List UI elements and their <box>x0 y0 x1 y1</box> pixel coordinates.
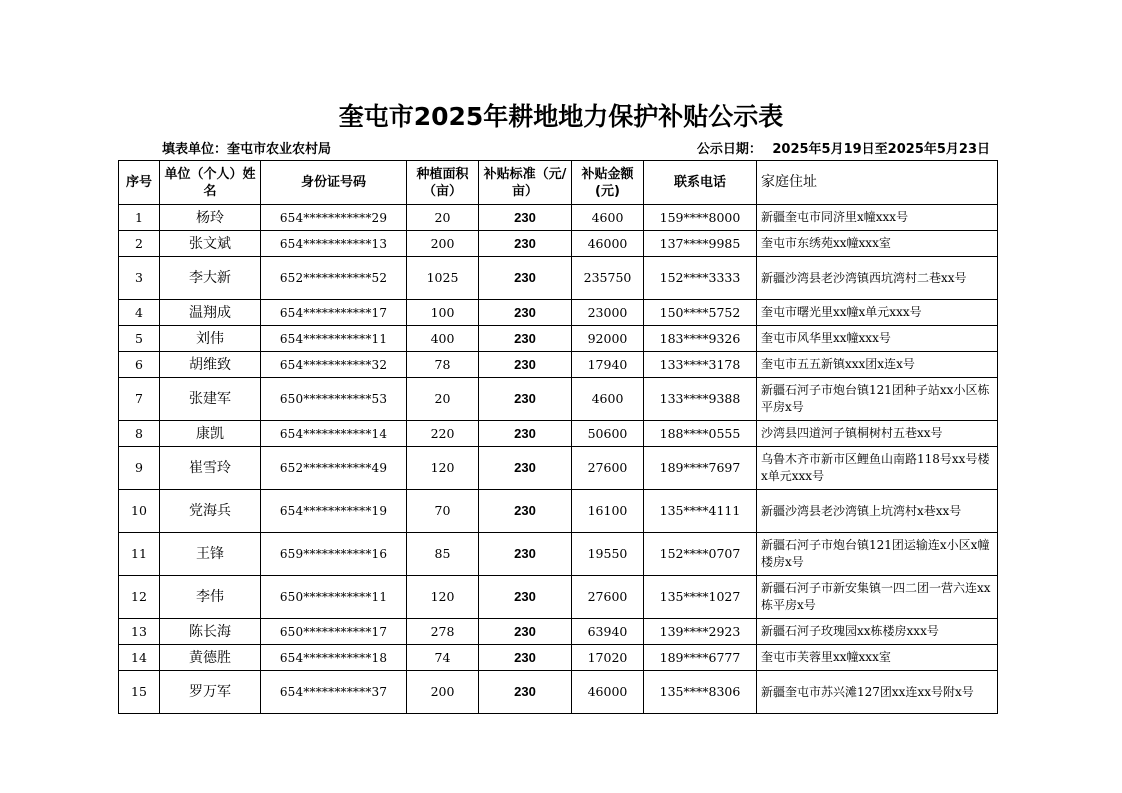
cell-standard: 230 <box>479 326 572 352</box>
table-row <box>119 300 998 326</box>
cell-id: 652***********49 <box>261 447 407 490</box>
cell-standard: 230 <box>479 205 572 231</box>
cell-id: 652***********52 <box>261 257 407 300</box>
cell-name: 罗万军 <box>160 671 261 714</box>
table-row <box>119 645 998 671</box>
cell-id: 654***********14 <box>261 421 407 447</box>
cell-phone: 189****7697 <box>644 447 757 490</box>
cell-phone: 159****8000 <box>644 205 757 231</box>
cell-standard: 230 <box>479 576 572 619</box>
cell-amount: 63940 <box>572 619 644 645</box>
table-row <box>119 421 998 447</box>
page-title: 奎屯市2025年耕地地力保护补贴公示表 <box>338 102 784 131</box>
cell-address: 奎屯市五五新镇xxx团x连x号 <box>757 352 998 378</box>
cell-standard: 230 <box>479 231 572 257</box>
cell-seq: 6 <box>119 352 160 378</box>
cell-standard: 230 <box>479 490 572 533</box>
cell-id: 650***********11 <box>261 576 407 619</box>
cell-standard: 230 <box>479 378 572 421</box>
cell-amount: 23000 <box>572 300 644 326</box>
cell-address: 沙湾县四道河子镇桐树村五巷xx号 <box>757 421 998 447</box>
cell-phone: 188****0555 <box>644 421 757 447</box>
cell-standard: 230 <box>479 257 572 300</box>
cell-seq: 11 <box>119 533 160 576</box>
header-standard: 补贴标准（元/亩） <box>479 161 572 205</box>
cell-standard: 230 <box>479 645 572 671</box>
cell-id: 654***********32 <box>261 352 407 378</box>
header-amount: 补贴金额(元) <box>572 161 644 205</box>
cell-address: 新疆奎屯市同济里x幢xxx号 <box>757 205 998 231</box>
table-row <box>119 533 998 576</box>
cell-amount: 92000 <box>572 326 644 352</box>
cell-area: 20 <box>407 378 479 421</box>
cell-address: 新疆石河子玫瑰园xx栋楼房xxx号 <box>757 619 998 645</box>
cell-area: 200 <box>407 231 479 257</box>
cell-amount: 235750 <box>572 257 644 300</box>
cell-standard: 230 <box>479 533 572 576</box>
publish-date <box>691 141 990 159</box>
cell-standard: 230 <box>479 300 572 326</box>
cell-area: 120 <box>407 447 479 490</box>
header-name: 单位（个人）姓名 <box>160 161 261 205</box>
cell-address: 奎屯市曙光里xx幢x单元xxx号 <box>757 300 998 326</box>
cell-amount: 4600 <box>572 205 644 231</box>
cell-id: 650***********53 <box>261 378 407 421</box>
header-id: 身份证号码 <box>261 161 407 205</box>
cell-seq: 12 <box>119 576 160 619</box>
cell-phone: 150****5752 <box>644 300 757 326</box>
cell-seq: 4 <box>119 300 160 326</box>
table-row <box>119 352 998 378</box>
cell-phone: 133****9388 <box>644 378 757 421</box>
cell-phone: 135****1027 <box>644 576 757 619</box>
cell-area: 400 <box>407 326 479 352</box>
table-row <box>119 490 998 533</box>
table-row <box>119 619 998 645</box>
cell-area: 200 <box>407 671 479 714</box>
cell-standard: 230 <box>479 421 572 447</box>
cell-amount: 19550 <box>572 533 644 576</box>
cell-standard: 230 <box>479 352 572 378</box>
filing-unit: 填表单位：奎屯市农业农村局 <box>162 142 332 157</box>
cell-area: 78 <box>407 352 479 378</box>
cell-amount: 46000 <box>572 671 644 714</box>
cell-name: 王锋 <box>160 533 261 576</box>
cell-seq: 1 <box>119 205 160 231</box>
cell-id: 654***********11 <box>261 326 407 352</box>
cell-area: 70 <box>407 490 479 533</box>
cell-seq: 14 <box>119 645 160 671</box>
cell-area: 74 <box>407 645 479 671</box>
cell-id: 654***********18 <box>261 645 407 671</box>
table-row <box>119 447 998 490</box>
cell-address: 新疆石河子市炮台镇121团运输连x小区x幢楼房x号 <box>757 533 998 576</box>
cell-phone: 152****3333 <box>644 257 757 300</box>
cell-phone: 135****4111 <box>644 490 757 533</box>
cell-phone: 189****6777 <box>644 645 757 671</box>
table-row <box>119 231 998 257</box>
cell-phone: 139****2923 <box>644 619 757 645</box>
cell-address: 奎屯市芙蓉里xx幢xxx室 <box>757 645 998 671</box>
cell-seq: 13 <box>119 619 160 645</box>
cell-name: 刘伟 <box>160 326 261 352</box>
table-header-row <box>119 161 998 205</box>
cell-address: 新疆石河子市炮台镇121团种子站xx小区栋平房x号 <box>757 378 998 421</box>
publish-date-label: 公示日期： <box>696 142 762 157</box>
cell-amount: 17020 <box>572 645 644 671</box>
cell-address: 新疆石河子市新安集镇一四二团一营六连xx栋平房x号 <box>757 576 998 619</box>
cell-phone: 137****9985 <box>644 231 757 257</box>
cell-name: 黄德胜 <box>160 645 261 671</box>
cell-area: 20 <box>407 205 479 231</box>
cell-area: 100 <box>407 300 479 326</box>
cell-area: 120 <box>407 576 479 619</box>
cell-area: 278 <box>407 619 479 645</box>
cell-name: 陈长海 <box>160 619 261 645</box>
cell-amount: 50600 <box>572 421 644 447</box>
cell-id: 650***********17 <box>261 619 407 645</box>
cell-name: 张文斌 <box>160 231 261 257</box>
cell-address: 奎屯市风华里xx幢xxx号 <box>757 326 998 352</box>
cell-phone: 152****0707 <box>644 533 757 576</box>
cell-seq: 8 <box>119 421 160 447</box>
subsidy-table <box>118 160 998 714</box>
cell-amount: 4600 <box>572 378 644 421</box>
cell-address: 奎屯市东绣苑xx幢xxx室 <box>757 231 998 257</box>
cell-seq: 9 <box>119 447 160 490</box>
table-row <box>119 257 998 300</box>
cell-phone: 135****8306 <box>644 671 757 714</box>
cell-id: 654***********17 <box>261 300 407 326</box>
cell-amount: 46000 <box>572 231 644 257</box>
cell-area: 1025 <box>407 257 479 300</box>
cell-id: 654***********29 <box>261 205 407 231</box>
cell-amount: 27600 <box>572 576 644 619</box>
cell-amount: 16100 <box>572 490 644 533</box>
table-row <box>119 326 998 352</box>
table-row <box>119 205 998 231</box>
header-address: 家庭住址 <box>757 161 998 205</box>
cell-phone: 183****9326 <box>644 326 757 352</box>
cell-seq: 3 <box>119 257 160 300</box>
cell-id: 654***********37 <box>261 671 407 714</box>
cell-address: 新疆奎屯市苏兴滩127团xx连xx号附x号 <box>757 671 998 714</box>
header-phone: 联系电话 <box>644 161 757 205</box>
cell-area: 85 <box>407 533 479 576</box>
cell-name: 康凯 <box>160 421 261 447</box>
cell-name: 李伟 <box>160 576 261 619</box>
table-row <box>119 378 998 421</box>
table-row <box>119 671 998 714</box>
cell-amount: 17940 <box>572 352 644 378</box>
cell-name: 温翔成 <box>160 300 261 326</box>
cell-standard: 230 <box>479 619 572 645</box>
header-area: 种植面积（亩） <box>407 161 479 205</box>
table-row <box>119 576 998 619</box>
cell-area: 220 <box>407 421 479 447</box>
cell-standard: 230 <box>479 671 572 714</box>
header-seq: 序号 <box>119 161 160 205</box>
cell-name: 李大新 <box>160 257 261 300</box>
cell-seq: 15 <box>119 671 160 714</box>
cell-id: 654***********13 <box>261 231 407 257</box>
table-body <box>119 205 998 714</box>
cell-address: 新疆沙湾县老沙湾镇西坑湾村二巷xx号 <box>757 257 998 300</box>
cell-id: 659***********16 <box>261 533 407 576</box>
cell-name: 胡维致 <box>160 352 261 378</box>
cell-standard: 230 <box>479 447 572 490</box>
cell-address: 新疆沙湾县老沙湾镇上坑湾村x巷xx号 <box>757 490 998 533</box>
cell-amount: 27600 <box>572 447 644 490</box>
cell-seq: 2 <box>119 231 160 257</box>
cell-name: 崔雪玲 <box>160 447 261 490</box>
cell-seq: 5 <box>119 326 160 352</box>
cell-name: 张建军 <box>160 378 261 421</box>
cell-address: 乌鲁木齐市新市区鲤鱼山南路118号xx号楼x单元xxx号 <box>757 447 998 490</box>
publish-date-range: 2025年5月19日至2025年5月23日 <box>772 142 990 157</box>
cell-phone: 133****3178 <box>644 352 757 378</box>
cell-seq: 10 <box>119 490 160 533</box>
cell-name: 党海兵 <box>160 490 261 533</box>
cell-name: 杨玲 <box>160 205 261 231</box>
cell-id: 654***********19 <box>261 490 407 533</box>
cell-seq: 7 <box>119 378 160 421</box>
